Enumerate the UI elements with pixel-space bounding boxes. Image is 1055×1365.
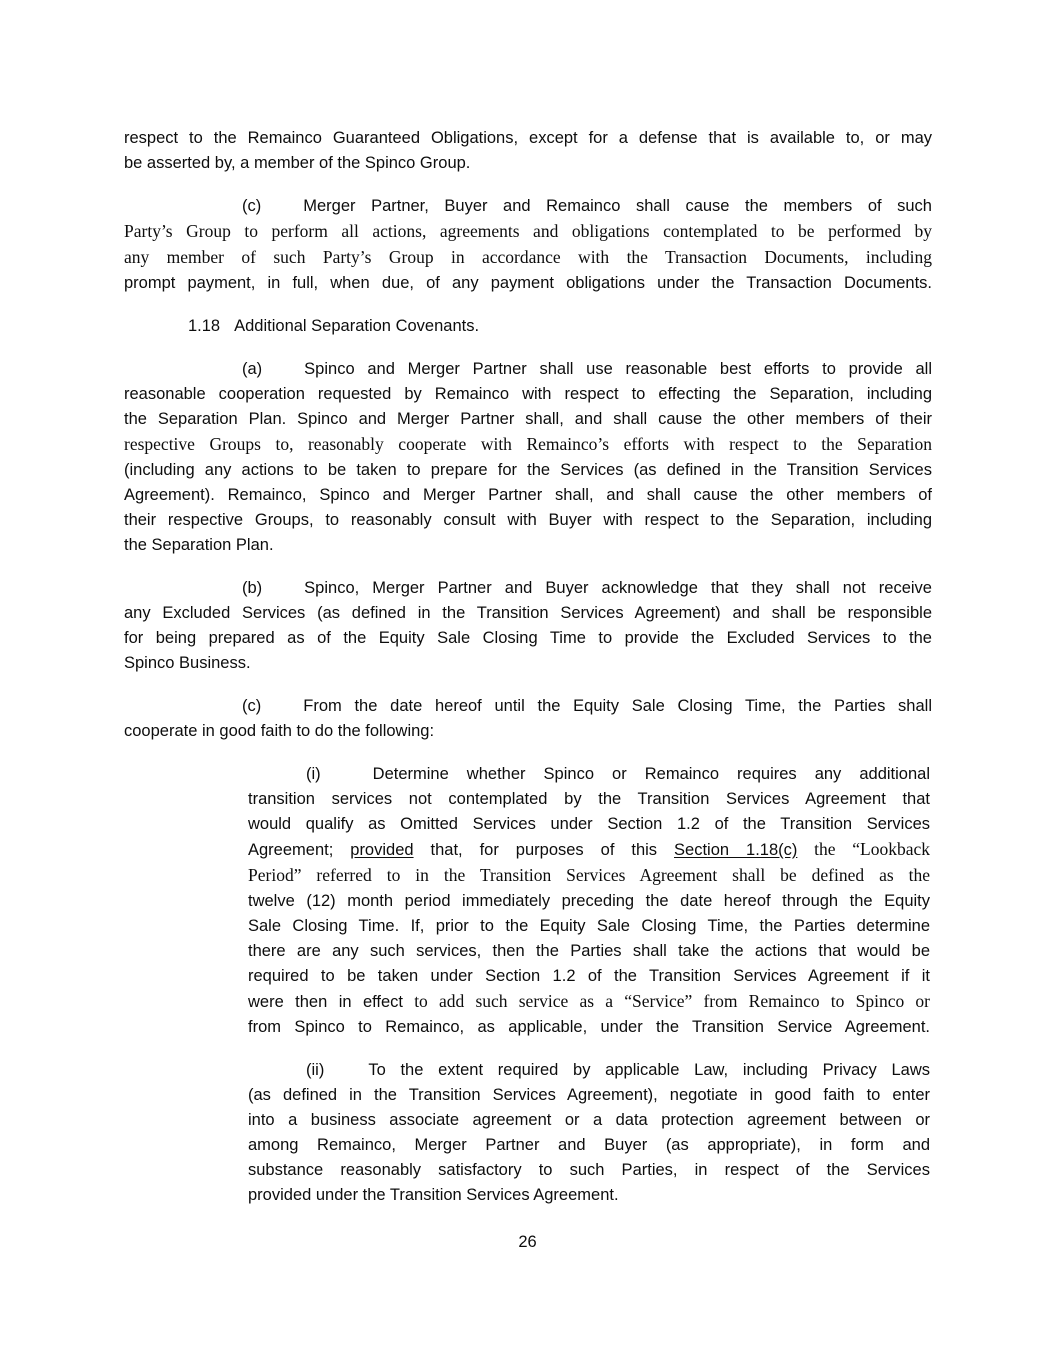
text-line: [248, 1158, 930, 1183]
text-line: [124, 314, 932, 339]
text-line: [248, 1083, 930, 1108]
indent-tab: [248, 1074, 306, 1075]
text-line: [124, 271, 932, 296]
text-run: Spinco Business.: [124, 654, 251, 672]
text-run: into a business associate agreement or a data protection agreement between or: [248, 1111, 930, 1129]
text-line: [248, 989, 930, 1015]
text-run: (including any actions to be taken to prepare for the Services (as defined in the Transition Services: [124, 461, 932, 479]
text-line: [248, 812, 930, 837]
underlined-term: Section 1.18(c): [674, 841, 798, 859]
indent-tab: [124, 210, 242, 211]
text-line: [124, 382, 932, 407]
text-run: the Separation Plan. Spinco and Merger Partner shall, and shall cause the other members of their: [124, 410, 932, 428]
text-run: (c): [242, 697, 262, 715]
subparagraph-ii-privacy-laws: [248, 1058, 930, 1208]
text-run: From the date hereof until the Equity Sale Closing Time, the Parties shall: [303, 697, 932, 715]
indent-tab: [124, 373, 242, 374]
text-line: [248, 1108, 930, 1133]
text-line: [248, 1183, 930, 1208]
text-run: to add such service as a “Service” from Remainco to Spinco or: [403, 991, 930, 1011]
text-line: [124, 219, 932, 245]
text-run: substance reasonably satisfactory to such Parties, in respect of the Services: [248, 1161, 930, 1179]
text-line: [124, 151, 932, 176]
indent-tab: [220, 330, 234, 331]
text-run: (ii): [306, 1061, 325, 1079]
text-line: [124, 576, 932, 601]
text-line: [124, 245, 932, 271]
text-line: [124, 533, 932, 558]
text-run: Additional Separation Covenants.: [234, 317, 480, 335]
text-line: [248, 787, 930, 812]
text-run: Spinco, Merger Partner and Buyer acknowledge that they shall not receive: [304, 579, 932, 597]
text-line: [124, 432, 932, 458]
text-line: [248, 889, 930, 914]
text-run: there are any such services, then the Parties shall take the actions that would be: [248, 942, 930, 960]
text-run: transition services not contemplated by the Transition Services Agreement that: [248, 790, 930, 808]
text-line: [248, 863, 930, 889]
text-run: any Excluded Services (as defined in the Transition Services Agreement) and shall be responsible: [124, 604, 932, 622]
text-run: To the extent required by applicable Law, including Privacy Laws: [368, 1061, 930, 1079]
text-run: (as defined in the Transition Services Agreement), negotiate in good faith to enter: [248, 1086, 930, 1104]
indent-tab: [262, 373, 304, 374]
text-run: (a): [242, 360, 263, 378]
text-run: Period” referred to in the Transition Services Agreement shall be defined as the: [248, 865, 930, 885]
text-run: (c): [242, 197, 262, 215]
text-run: reasonable cooperation requested by Remainco with respect to effecting the Separation, including: [124, 385, 932, 403]
text-run: respect to the Remainco Guaranteed Obligations, except for a defense that is available to, or may: [124, 129, 932, 147]
text-line: [124, 626, 932, 651]
text-line: [124, 719, 932, 744]
text-run: their respective Groups, to reasonably consult with Buyer with respect to the Separation, including: [124, 511, 932, 529]
indent-tab: [261, 210, 303, 211]
text-run: Merger Partner, Buyer and Remainco shall cause the members of such: [303, 197, 932, 215]
text-run: provided under the Transition Services Agreement.: [248, 1186, 619, 1204]
page-number: 26: [518, 1233, 537, 1251]
indent-tab: [124, 710, 242, 711]
paragraph-c-cooperate: [124, 694, 932, 744]
text-line: [124, 458, 932, 483]
text-run: any member of such Party’s Group in accordance with the Transaction Documents, including: [124, 247, 932, 267]
text-run: required to be taken under Section 1.2 of the Transition Services Agreement if it: [248, 967, 930, 985]
text-run: (b): [242, 579, 263, 597]
text-run: twelve (12) month period immediately preceding the date hereof through the Equity: [248, 892, 930, 910]
text-run: (i): [306, 765, 321, 783]
text-run: would qualify as Omitted Services under Section 1.2 of the Transition Services: [248, 815, 930, 833]
paragraph-continuation: [124, 126, 932, 176]
indent-tab: [262, 592, 304, 593]
indent-tab: [321, 778, 373, 779]
text-line: [248, 837, 930, 863]
text-run: Determine whether Spinco or Remainco requires any additional: [372, 765, 930, 783]
text-line: [248, 964, 930, 989]
subparagraph-i-omitted-services: [248, 762, 930, 1040]
text-line: [124, 651, 932, 676]
text-line: [248, 1133, 930, 1158]
text-run: respective Groups to, reasonably cooperate with Remainco’s efforts with respect to the Separation: [124, 434, 932, 454]
paragraph-a-separation-cooperation: [124, 357, 932, 558]
text-run: Agreement). Remainco, Spinco and Merger Partner shall, and shall cause the other members of: [124, 486, 932, 504]
text-line: [124, 194, 932, 219]
text-run: cooperate in good faith to do the following:: [124, 722, 435, 740]
text-line: [124, 126, 932, 151]
text-run: that, for purposes of this: [413, 841, 675, 859]
text-line: [124, 407, 932, 432]
text-line: [124, 601, 932, 626]
text-run: among Remainco, Merger Partner and Buyer (as appropriate), in form and: [248, 1136, 930, 1154]
section-heading: [124, 314, 932, 339]
text-line: [124, 694, 932, 719]
text-line: [124, 508, 932, 533]
text-run: be asserted by, a member of the Spinco Group.: [124, 154, 471, 172]
text-run: for being prepared as of the Equity Sale Closing Time to provide the Excluded Services to the: [124, 629, 932, 647]
indent-tab: [324, 1074, 368, 1075]
text-run: prompt payment, in full, when due, of any payment obligations under the Transaction Documents.: [124, 274, 932, 292]
underlined-term: provided: [350, 841, 414, 859]
indent-tab: [124, 330, 188, 331]
text-run: were then in effect: [248, 993, 403, 1011]
paragraph-c-guarantee: [124, 194, 932, 296]
indent-tab: [248, 778, 306, 779]
indent-tab: [124, 592, 242, 593]
text-run: the Separation Plan.: [124, 536, 274, 554]
text-run: Agreement;: [248, 841, 351, 859]
text-run: the “Lookback: [797, 839, 930, 859]
text-line: [248, 1015, 930, 1040]
document-body: [124, 126, 932, 1226]
text-run: from Spinco to Remainco, as applicable, under the Transition Service Agreement.: [248, 1018, 930, 1036]
paragraph-b-excluded-services: [124, 576, 932, 676]
text-line: [124, 357, 932, 382]
text-run: Spinco and Merger Partner shall use reasonable best efforts to provide all: [304, 360, 932, 378]
text-line: [248, 939, 930, 964]
indent-tab: [261, 710, 303, 711]
text-line: [248, 914, 930, 939]
text-run: Sale Closing Time. If, prior to the Equity Sale Closing Time, the Parties determine: [248, 917, 930, 935]
text-run: 1.18: [188, 317, 221, 335]
text-line: [124, 483, 932, 508]
text-run: Party’s Group to perform all actions, agreements and obligations contemplated to be performed by: [124, 221, 932, 241]
text-line: [248, 1058, 930, 1083]
text-line: [248, 762, 930, 787]
